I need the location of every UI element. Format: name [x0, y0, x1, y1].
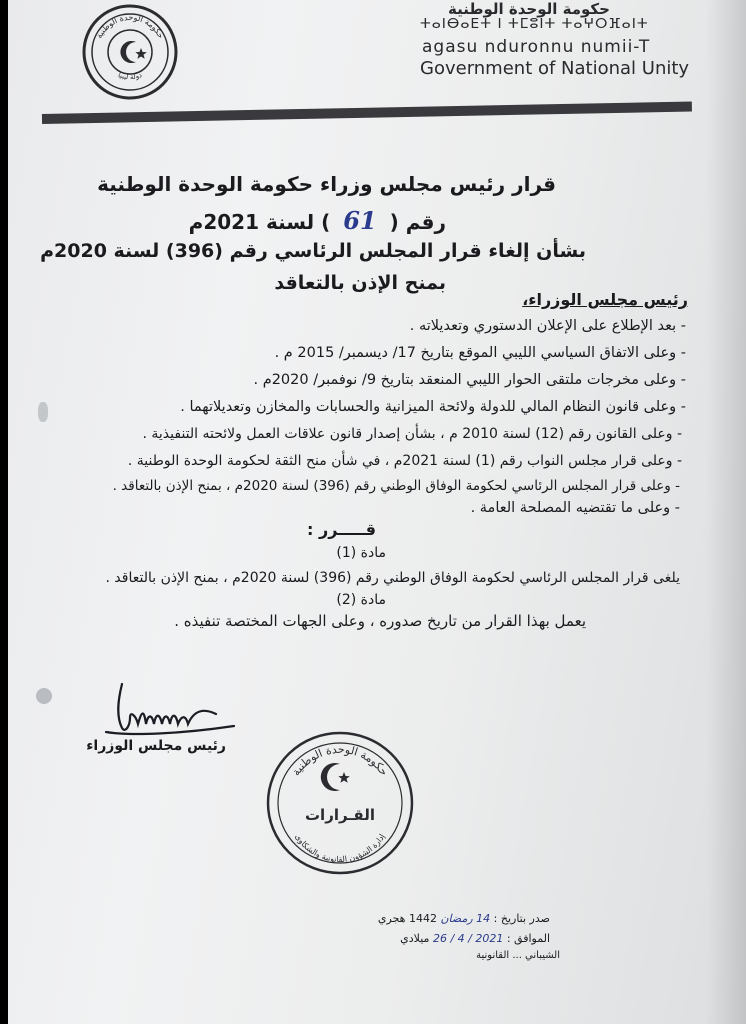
issue-date-gregorian-value: 2021 / 4 / 26	[432, 932, 504, 945]
stamp-center-text: القـرارات	[304, 806, 376, 824]
header-divider	[42, 102, 692, 124]
seal-top-text: حكومة الوحدة الوطنية	[94, 12, 166, 40]
article-2-title: مادة (2)	[336, 592, 386, 608]
header-amazigh-latin: agasu nduronnu numii-T	[422, 37, 651, 57]
svg-text:دولة ليبيا	[117, 71, 143, 81]
preamble-item: - وعلى ما تقتضيه المصلحة العامة .	[470, 500, 680, 516]
header-org-arabic: حكومة الوحدة الوطنية	[448, 0, 610, 18]
article-1-title: مادة (1)	[336, 545, 386, 561]
preamble-item: - وعلى القانون رقم (12) لسنة 2010 م ، بشأن إصدار قانون علاقات العمل ولائحته التنفيذية .	[142, 426, 682, 442]
preamble-item: - وعلى مخرجات ملتقى الحوار الليبي المنعقد بتاريخ 9/ نوفمبر/ 2020م .	[253, 372, 686, 388]
document-page	[8, 0, 746, 1024]
preamble-item: - وعلى قرار المجلس الرئاسي لحكومة الوفاق الوطني رقم (396) لسنة 2020م ، بمنح الإذن بالتعاقد .	[112, 478, 680, 494]
issue-date-hijri-year: 1442 هجري	[377, 912, 437, 925]
svg-text:حكومة الوحدة الوطنية	[94, 13, 165, 40]
preamble-item: - وعلى قرار مجلس النواب رقم (1) لسنة 2021م ، في شأن منح الثقة لحكومة الوحدة الوطنية .	[127, 453, 682, 469]
issue-date-gregorian-label: الموافق :	[506, 932, 550, 945]
addressee: رئيس مجلس الوزراء،	[522, 290, 688, 309]
clerk-reference: الشيباني ... القانونية	[476, 950, 560, 961]
issue-date-gregorian	[400, 932, 550, 945]
punch-hole	[38, 402, 48, 422]
header-org-english: Government of National Unity	[420, 58, 690, 79]
punch-hole	[36, 688, 52, 704]
decree-subject: بشأن إلغاء قرار المجلس الرئاسي رقم (396) لسنة 2020م	[40, 240, 586, 262]
preamble-item: - وعلى قانون النظام المالي للدولة ولائحة الميزانية والحسابات والمخازن وتعديلاتهما .	[180, 399, 686, 415]
government-seal-logo	[80, 0, 180, 104]
issue-date-hijri-month: رمضان	[440, 912, 473, 925]
decree-number-prefix: رقم (	[389, 210, 446, 234]
issue-date-gregorian-suffix: ميلادي	[400, 932, 430, 945]
decree-title: قرار رئيس مجلس وزراء حكومة الوحدة الوطنية	[97, 172, 556, 196]
signature-title: رئيس مجلس الوزراء	[86, 738, 226, 754]
svg-text:إدارة الشؤون القانونية والشكاو	[293, 832, 387, 864]
article-2-text: يعمل بهذا القرار من تاريخ صدوره ، وعلى الجهات المختصة تنفيذه .	[174, 612, 586, 630]
stamp-bottom-text: إدارة الشؤون القانونية والشكاوى	[293, 832, 387, 865]
decided-heading: قـــــرر :	[307, 520, 376, 539]
preamble-item: - بعد الإطلاع على الإعلان الدستوري وتعديلاته .	[409, 318, 686, 334]
seal-bottom-text: دولة ليبيا	[116, 71, 144, 82]
decree-number-line	[189, 206, 446, 235]
article-1-text: يلغى قرار المجلس الرئاسي لحكومة الوفاق الوطني رقم (396) لسنة 2020م ، بمنح الإذن بالتعاقد .	[105, 570, 680, 586]
decree-number-handwritten: 61	[343, 206, 377, 235]
decree-subject-continued: بمنح الإذن بالتعاقد	[274, 272, 446, 294]
issue-date-hijri-label: صدر بتاريخ :	[493, 912, 550, 925]
stamp-top-text: حكومة الوحدة الوطنية	[289, 742, 391, 779]
svg-text:حكومة الوحدة الوطنية	[289, 743, 390, 778]
decree-number-suffix: ) لسنة 2021م	[188, 210, 331, 234]
issue-date-hijri	[378, 912, 550, 925]
signature-graphic	[100, 680, 240, 742]
header-tifinagh: ⵜⴰⵏⴱⴰⴹⵜ ⵏ ⵜⵎⵓⵏⵜ ⵜⴰⵖⵔⴼⴰⵏⵜ	[420, 16, 649, 32]
official-stamp	[260, 728, 420, 878]
preamble-item: - وعلى الاتفاق السياسي الليبي الموقع بتاريخ 17/ ديسمبر/ 2015 م .	[274, 345, 686, 361]
issue-date-hijri-day: 14	[476, 912, 491, 925]
